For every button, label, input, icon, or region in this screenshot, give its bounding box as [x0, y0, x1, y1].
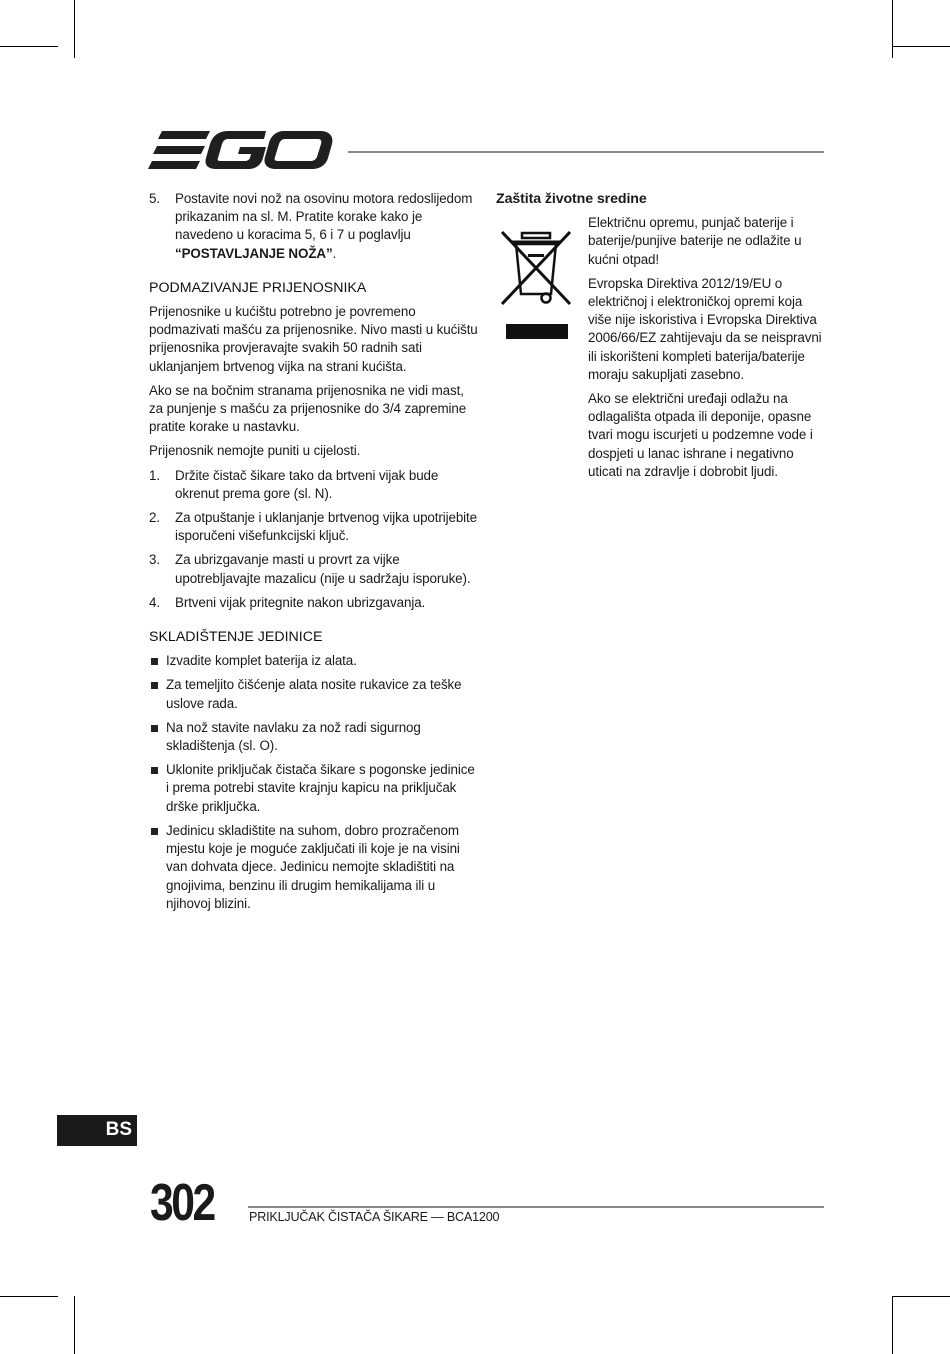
- crossed-out-bin-icon: [496, 228, 576, 340]
- list-number: 4.: [149, 594, 160, 610]
- section-heading: Zaštita životne sredine: [496, 191, 647, 207]
- list-number: 2.: [149, 510, 160, 526]
- crop-mark: [892, 1296, 893, 1354]
- list-number: 1.: [149, 467, 160, 483]
- crop-mark: [892, 1296, 950, 1297]
- crop-mark: [74, 0, 75, 58]
- paragraph: Električnu opremu, punjač baterije i baterije/punjive baterije ne odlažite u kućni otpad!: [588, 215, 802, 267]
- crop-mark: [0, 1296, 58, 1297]
- square-bullet-icon: [151, 658, 158, 665]
- language-code: BS: [105, 1119, 132, 1140]
- paragraph: Prijenosnik nemojte puniti u cijelosti.: [149, 443, 361, 459]
- list-text: Za ubrizgavanje masti u provrt za vijke upotrebljavajte mazalicu (nije u sadržaju isporuke).: [175, 552, 471, 586]
- bullet-text: Uklonite priključak čistača šikare s pogonske jedinice i prema potrebi stavite krajnju kapicu na priključak drške priključka.: [166, 762, 475, 814]
- bullet-item: [149, 676, 479, 712]
- square-bullet-icon: [151, 767, 158, 774]
- bullet-item: [149, 719, 479, 755]
- crop-mark: [0, 46, 58, 47]
- paragraph: Prijenosnike u kućištu potrebno je povremeno podmazivati mašću za prijenosnike. Nivo masti u kućištu prijenosnika provjeravajte svakih 50 radnih sati uklanjanjem brtvenog vijka na strani kućišta.: [149, 304, 478, 374]
- header-rule: [348, 151, 824, 153]
- bullet-text: Jedinicu skladištite na suhom, dobro prozračenom mjestu koje je moguće zaključati ili koje je na visini van dohvata djece. Jedinicu nemojte skladištiti na gnojivima, benzinu ili drugim hemikalijama ili u njihovoj blizini.: [166, 822, 460, 911]
- crop-mark: [892, 46, 950, 47]
- square-bullet-icon: [151, 828, 158, 835]
- bullet-text: Na nož stavite navlaku za nož radi sigurnog skladištenja (sl. O).: [166, 719, 421, 754]
- square-bullet-icon: [151, 682, 158, 689]
- language-badge: [57, 1115, 137, 1146]
- list-item: [149, 594, 479, 612]
- list-item: [149, 551, 479, 587]
- list-item: [149, 190, 479, 263]
- bullet-text: Za temeljito čišćenje alata nosite rukavice za teške uslove rada.: [166, 677, 462, 711]
- paragraph: Evropska Direktiva 2012/19/EU o električnoj i elektroničkoj opremi koja više nije iskoristiva i Evropska Direktiva 2006/66/EZ zahtijevaju da se neispravni ili iskorišteni kompleti baterija/baterije moraju sakupljati zasebno.: [588, 275, 822, 382]
- list-text-end: .: [332, 245, 337, 261]
- list-number: 5.: [149, 191, 160, 206]
- list-number: 3.: [149, 552, 160, 568]
- section-heading: SKLADIŠTENJE JEDINICE: [149, 629, 323, 646]
- page-number: 302: [150, 1174, 214, 1232]
- crop-mark: [892, 0, 893, 58]
- ego-logo: [148, 128, 334, 174]
- list-text: Držite čistač šikare tako da brtveni vijak bude okrenut prema gore (sl. N).: [175, 467, 439, 501]
- bullet-item: [149, 652, 479, 670]
- footer-title: PRIKLJUČAK ČISTAČA ŠIKARE — BCA1200: [249, 1210, 500, 1224]
- footer-rule: [248, 1206, 824, 1208]
- right-column: [496, 190, 826, 487]
- bullet-item: [149, 822, 479, 913]
- paragraph: Ako se električni uređaji odlažu na odlagališta otpada ili deponije, opasne tvari mogu iscurjeti u podzemne vode i dospjeti u lanac ishrane i negativno uticati na zdravlje i dobrobit ljudi.: [588, 391, 813, 479]
- list-text: Postavite novi nož na osovinu motora redoslijedom prikazanim na sl. M. Pratite korake kako je navedeno u koracima 5, 6 i 7 u poglavlju: [175, 191, 473, 243]
- left-column: [149, 190, 479, 919]
- bullet-item: [149, 761, 479, 816]
- crop-mark: [74, 1296, 75, 1354]
- section-reference: “POSTAVLJANJE NOŽA”: [175, 245, 333, 261]
- list-item: [149, 467, 479, 503]
- list-text: Brtveni vijak pritegnite nakon ubrizgavanja.: [175, 594, 426, 610]
- list-item: [149, 509, 479, 545]
- square-bullet-icon: [151, 725, 158, 732]
- bullet-text: Izvadite komplet baterija iz alata.: [166, 653, 357, 669]
- list-text: Za otpuštanje i uklanjanje brtvenog vijka upotrijebite isporučeni višefunkcijski ključ.: [175, 510, 478, 544]
- section-heading: PODMAZIVANJE PRIJENOSNIKA: [149, 279, 367, 296]
- paragraph: Ako se na bočnim stranama prijenosnika ne vidi mast, za punjenje s mašću za prijenosnike do 3/4 zapremine pratite korake u nastavku.: [149, 382, 467, 435]
